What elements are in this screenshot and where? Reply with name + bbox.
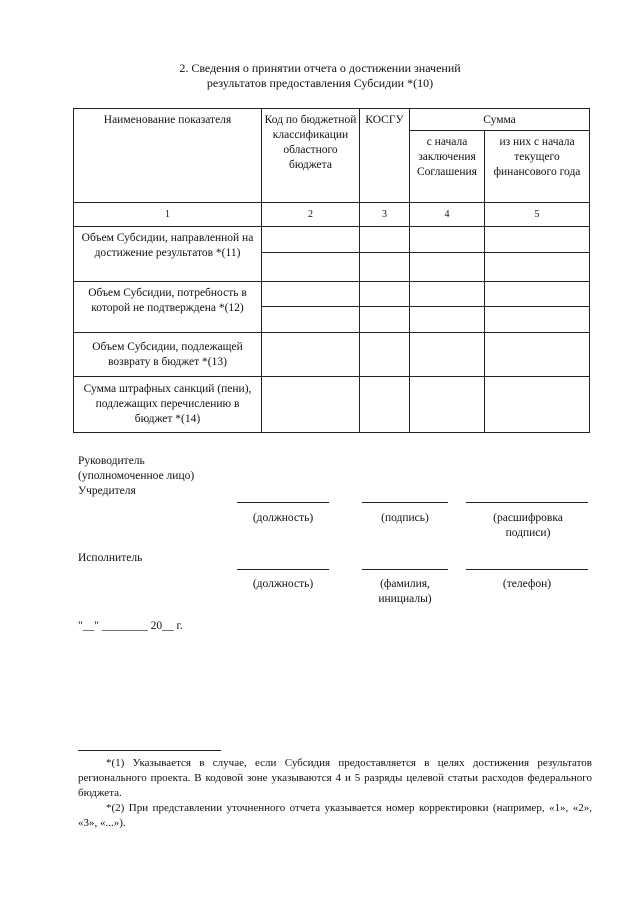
table-cell	[410, 377, 485, 433]
table-cell	[485, 333, 590, 377]
table-cell	[360, 227, 410, 253]
table-row	[74, 333, 590, 377]
col-number: 3	[360, 203, 410, 227]
date-field[interactable]: "__" ________ 20__ г.	[78, 620, 183, 632]
header-sum-from-start: с начала заключения Соглашения	[410, 131, 485, 203]
header-kosgu: КОСГУ	[360, 109, 410, 203]
exec-position-line[interactable]	[237, 569, 329, 570]
section-title-line1: 2. Сведения о принятии отчета о достижении значений	[179, 61, 461, 75]
head-position-line[interactable]	[237, 502, 329, 503]
head-decode-caption: (расшифровка подписи)	[493, 512, 563, 539]
table-cell	[360, 333, 410, 377]
row-label: Объем Субсидии, подлежащей возврату в бюджет *(13)	[74, 333, 262, 377]
row-label: Сумма штрафных санкций (пени), подлежащих перечислению в бюджет *(14)	[74, 377, 262, 433]
table-cell	[485, 253, 590, 282]
table-cell	[262, 227, 360, 253]
executor-label: Исполнитель	[78, 552, 143, 564]
table-cell	[410, 227, 485, 253]
header-indicator-name: Наименование показателя	[74, 109, 262, 203]
row-label: Объем Субсидии, направленной на достижение результатов *(11)	[74, 227, 262, 282]
table-row	[74, 377, 590, 433]
col-number: 2	[262, 203, 360, 227]
table-cell	[485, 227, 590, 253]
table-cell	[262, 333, 360, 377]
col-number: 5	[485, 203, 590, 227]
table-cell	[410, 253, 485, 282]
table-cell	[410, 333, 485, 377]
table-cell	[360, 253, 410, 282]
head-decode-line[interactable]	[466, 502, 588, 503]
header-sum-this-year: из них с начала текущего финансового года	[485, 131, 590, 203]
col-number: 4	[410, 203, 485, 227]
exec-position-caption: (должность)	[252, 578, 314, 590]
table-cell	[360, 377, 410, 433]
table-row	[74, 227, 590, 253]
head-position-caption: (должность)	[252, 512, 314, 524]
table-cell	[262, 307, 360, 333]
section-title-line2: результатов предоставления Субсидии *(10)	[206, 76, 434, 90]
head-label	[78, 454, 194, 499]
table-row	[74, 282, 590, 307]
table-cell	[360, 307, 410, 333]
head-label-line2: (уполномоченное лицо)	[78, 470, 195, 482]
table-cell	[410, 307, 485, 333]
head-label-line1: Руководитель	[78, 455, 145, 467]
table-cell	[360, 282, 410, 307]
exec-phone-line[interactable]	[466, 569, 588, 570]
table-cell	[410, 282, 485, 307]
exec-phone-caption: (телефон)	[502, 578, 552, 590]
footnote-2: *(2) При представлении уточненного отчета указывается номер корректировки (например, «1», «2», «3», «...»).	[78, 802, 592, 829]
head-signature-caption: (подпись)	[381, 512, 429, 524]
head-signature-line[interactable]	[362, 502, 448, 503]
footnote-1: *(1) Указывается в случае, если Субсидия предоставляется в целях достижения результатов регионального проекта. В кодовой зоне указываются 4 и 5 разряды целевой статьи расходов федерального бюджета.	[78, 757, 592, 799]
table-cell	[485, 307, 590, 333]
table-cell	[262, 253, 360, 282]
table-cell	[262, 377, 360, 433]
report-table	[73, 108, 590, 433]
head-label-line3: Учредителя	[78, 485, 136, 497]
section-title	[0, 61, 640, 91]
col-number: 1	[74, 203, 262, 227]
row-label: Объем Субсидии, потребность в которой не подтверждена *(12)	[74, 282, 262, 333]
column-numbers-row	[74, 203, 590, 227]
header-sum: Сумма	[410, 109, 590, 131]
header-budget-code: Код по бюджетной классификации областного бюджета	[262, 109, 360, 203]
table-cell	[262, 282, 360, 307]
exec-name-line[interactable]	[362, 569, 448, 570]
table-cell	[485, 282, 590, 307]
footnote-separator	[78, 750, 221, 751]
table-cell	[485, 377, 590, 433]
exec-name-caption: (фамилия, инициалы)	[378, 578, 432, 605]
